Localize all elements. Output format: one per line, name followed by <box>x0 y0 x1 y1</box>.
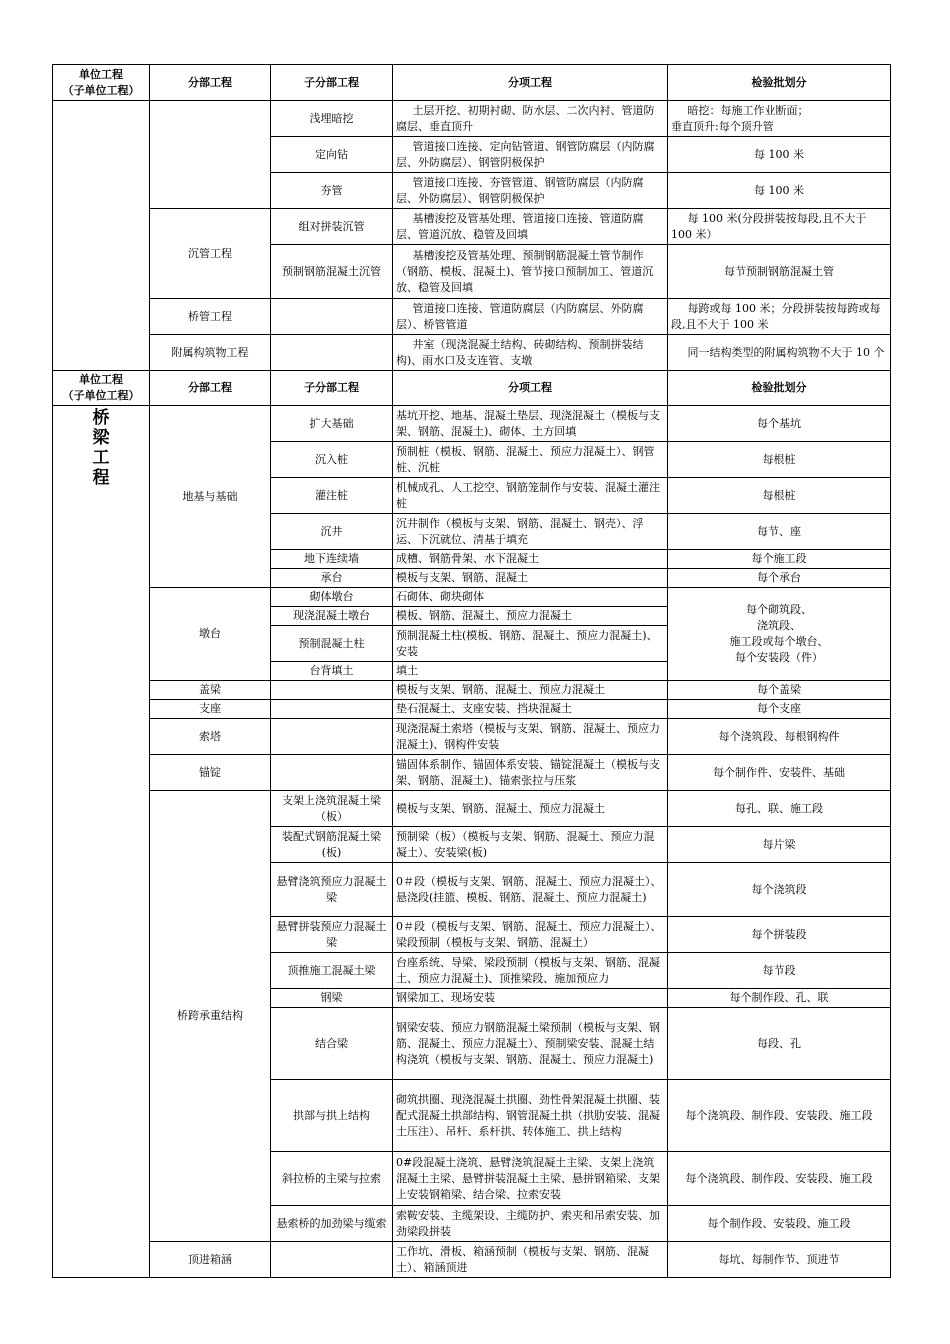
division-cell: 锚锭 <box>150 755 271 791</box>
division-cell: 索塔 <box>150 719 271 755</box>
unit-name-cell <box>53 406 150 1278</box>
table-row <box>53 299 891 335</box>
item-cell: 0＃段（模板与支架、钢筋、混凝土、预应力混凝土）、梁段预制（模板与支架、钢筋、混凝土） <box>393 917 668 953</box>
subdivision-cell: 预制钢筋混凝土沉管 <box>271 245 393 299</box>
item-cell: 模板与支架、钢筋、混凝土、预应力混凝土 <box>393 791 668 827</box>
item-cell: 沉井制作（模板与支架、钢筋、混凝土、钢壳）、浮运、下沉就位、清基于填充 <box>393 514 668 550</box>
batch-cell: 每个施工段 <box>668 550 891 569</box>
subdivision-cell: 悬臂拼装预应力混凝土梁 <box>271 917 393 953</box>
item-cell: 模板与支架、钢筋、混凝土、预应力混凝土 <box>393 681 668 700</box>
header-batch: 检验批划分 <box>668 65 891 101</box>
item-cell: 预制梁（板）（模板与支架、钢筋、混凝土、预应力混凝土）、安装梁(板) <box>393 827 668 863</box>
header-row <box>53 65 891 101</box>
item-cell: 基槽浚挖及管基处理、管道接口连接、管道防腐层、管道沉放、稳管及回填 <box>393 209 668 245</box>
subdivision-cell: 浅埋暗挖 <box>271 101 393 137</box>
subdivision-cell: 承台 <box>271 569 393 588</box>
batch-cell: 每根桩 <box>668 442 891 478</box>
subdivision-cell: 砌体墩台 <box>271 588 393 607</box>
batch-cell: 每片梁 <box>668 827 891 863</box>
unit-name: 桥梁工程 <box>92 408 110 488</box>
batch-cell: 每个制作件、安装件、基础 <box>668 755 891 791</box>
subdivision-cell: 钢梁 <box>271 989 393 1008</box>
division-cell: 沉管工程 <box>150 209 271 299</box>
division-cell: 附属构筑物工程 <box>150 335 271 371</box>
subdivision-cell: 现浇混凝土墩台 <box>271 607 393 626</box>
item-cell: 钢梁加工、现场安装 <box>393 989 668 1008</box>
header-row <box>53 371 891 406</box>
header-unit: 单位工程 （子单位工程） <box>53 371 150 406</box>
subdivision-cell <box>271 700 393 719</box>
subdivision-cell: 结合梁 <box>271 1008 393 1080</box>
item-cell: 台座系统、导梁、梁段预制（模板与支架、钢筋、混凝土、预应力混凝土)、顶推梁段、施加预应力 <box>393 953 668 989</box>
header-item: 分项工程 <box>393 65 668 101</box>
subdivision-cell: 沉入桩 <box>271 442 393 478</box>
item-cell: 锚固体系制作、锚固体系安装、锚锭混凝土（模板与支架、钢筋、混凝土)、锚索张拉与压浆 <box>393 755 668 791</box>
table-row <box>53 700 891 719</box>
subdivision-cell: 台背填土 <box>271 662 393 681</box>
header-subdivision: 子分部工程 <box>271 371 393 406</box>
item-cell: 成槽、钢筋骨架、水下混凝土 <box>393 550 668 569</box>
subdivision-cell <box>271 719 393 755</box>
item-cell: 模板、钢筋、混凝土、预应力混凝土 <box>393 607 668 626</box>
item-cell: 基槽浚挖及管基处理、预制钢筋混凝土管节制作（钢筋、模板、混凝土)、管节接口预制加工、管道沉放、稳管及回填 <box>393 245 668 299</box>
batch-cell: 每个浇筑段、每根钢构件 <box>668 719 891 755</box>
division-cell: 支座 <box>150 700 271 719</box>
division-cell: 桥管工程 <box>150 299 271 335</box>
item-cell: 预制桩（模板、钢筋、混凝土、预应力混凝土）、钢管桩、沉桩 <box>393 442 668 478</box>
header-item: 分项工程 <box>393 371 668 406</box>
item-cell: 钢梁安装、预应力钢筋混凝土梁预制（模板与支架、钢筋、混凝土、预应力混凝土）、预制梁安装、混凝土结构浇筑（模板与支架、钢筋、混凝土、预应力混凝土) <box>393 1008 668 1080</box>
item-cell: 模板与支架、钢筋、混凝土 <box>393 569 668 588</box>
table-row <box>53 755 891 791</box>
subdivision-cell: 地下连续墙 <box>271 550 393 569</box>
batch-cell: 每 100 米 <box>668 137 891 173</box>
header-division: 分部工程 <box>150 65 271 101</box>
header-batch: 检验批划分 <box>668 371 891 406</box>
batch-cell: 每个砌筑段、 浇筑段、 施工段或每个墩台、 每个安装段（件） <box>668 588 891 681</box>
item-cell: 填土 <box>393 662 668 681</box>
unit-cell <box>53 101 150 371</box>
item-cell: 预制混凝土柱(模板、钢筋、混凝土、预应力混凝土)、安装 <box>393 626 668 662</box>
table-body <box>53 65 891 1278</box>
subdivision-cell: 灌注桩 <box>271 478 393 514</box>
item-cell: 机械成孔、人工挖空、钢筋笼制作与安装、混凝土灌注桩 <box>393 478 668 514</box>
inspection-table-sheet <box>52 64 891 1278</box>
division-cell: 地基与基础 <box>150 406 271 588</box>
batch-cell: 每个承台 <box>668 569 891 588</box>
batch-cell: 每节段 <box>668 953 891 989</box>
batch-cell: 每个盖梁 <box>668 681 891 700</box>
division-cell <box>150 101 271 209</box>
inspection-batch-table <box>52 64 891 1278</box>
item-cell: 石砌体、砌块砌体 <box>393 588 668 607</box>
subdivision-cell <box>271 681 393 700</box>
division-cell: 墩台 <box>150 588 271 681</box>
division-cell: 顶进箱涵 <box>150 1242 271 1278</box>
item-cell: 工作坑、滑板、箱涵预制（模板与支架、钢筋、混凝土）、箱涵顶进 <box>393 1242 668 1278</box>
batch-cell: 每个拼装段 <box>668 917 891 953</box>
item-cell: 垫石混凝土、支座安装、挡块混凝土 <box>393 700 668 719</box>
item-cell: 砌筑拱圈、现浇混凝土拱圈、劲性骨架混凝土拱圈、装配式混凝土拱部结构、钢管混凝土拱（拱肋安装、混凝土压注）、吊杆、系杆拱、转体施工、拱上结构 <box>393 1080 668 1152</box>
division-cell: 桥跨承重结构 <box>150 791 271 1242</box>
subdivision-cell: 悬臂浇筑预应力混凝土梁 <box>271 863 393 917</box>
batch-cell: 每节预制钢筋混凝土管 <box>668 245 891 299</box>
subdivision-cell: 夯管 <box>271 173 393 209</box>
subdivision-cell: 扩大基础 <box>271 406 393 442</box>
table-row <box>53 101 891 137</box>
batch-cell: 暗挖：每施工作业断面； 垂直顶升:每个顶升管 <box>668 101 891 137</box>
item-cell: 管道接口连接、夯管管道、钢管防腐层（内防腐层、外防腐层）、钢管阴极保护 <box>393 173 668 209</box>
batch-cell: 每个基坑 <box>668 406 891 442</box>
batch-cell: 每个制作段、孔、联 <box>668 989 891 1008</box>
item-cell: 索鞍安装、主缆架设、主缆防护、索夹和吊索安装、加劲梁段拼装 <box>393 1206 668 1242</box>
table-row <box>53 719 891 755</box>
item-cell: 0#段混凝土浇筑、悬臂浇筑混凝土主梁、支架上浇筑混凝土主梁、悬臂拼装混凝土主梁、悬拼钢箱梁、支架上安装钢箱梁、结合梁、拉索安装 <box>393 1152 668 1206</box>
item-cell: 井室（现浇混凝土结构、砖砌结构、预制拼装结构)、雨水口及支连管、支墩 <box>393 335 668 371</box>
subdivision-cell: 斜拉桥的主梁与拉索 <box>271 1152 393 1206</box>
table-row <box>53 335 891 371</box>
subdivision-cell: 悬索桥的加劲梁与缆索 <box>271 1206 393 1242</box>
batch-cell: 每跨或每 100 米；分段拼装按每跨或每段,且不大于 100 米 <box>668 299 891 335</box>
table-row <box>53 588 891 607</box>
batch-cell: 每坑、每制作节、顶进节 <box>668 1242 891 1278</box>
batch-cell: 每根桩 <box>668 478 891 514</box>
item-cell: 0＃段（模板与支架、钢筋、混凝土、预应力混凝土）、悬浇段(挂篮、模板、钢筋、混凝土、预应力混凝土) <box>393 863 668 917</box>
table-row <box>53 791 891 827</box>
batch-cell: 每个制作段、安装段、施工段 <box>668 1206 891 1242</box>
item-cell: 土层开挖、初期衬砌、防水层、二次内衬、管道防腐层、垂直顶升 <box>393 101 668 137</box>
batch-cell: 每个浇筑段、制作段、安装段、施工段 <box>668 1152 891 1206</box>
header-unit: 单位工程 （子单位工程） <box>53 65 150 101</box>
batch-cell: 每孔、联、施工段 <box>668 791 891 827</box>
subdivision-cell: 顶推施工混凝土梁 <box>271 953 393 989</box>
table-row <box>53 406 891 442</box>
batch-cell: 每个支座 <box>668 700 891 719</box>
item-cell: 基坑开挖、地基、混凝土垫层、现浇混凝土（模板与支架、钢筋、混凝土)、砌体、土方回填 <box>393 406 668 442</box>
batch-cell: 每个浇筑段、制作段、安装段、施工段 <box>668 1080 891 1152</box>
subdivision-cell <box>271 299 393 335</box>
subdivision-cell: 定向钻 <box>271 137 393 173</box>
subdivision-cell <box>271 335 393 371</box>
subdivision-cell: 装配式钢筋混凝土梁(板) <box>271 827 393 863</box>
subdivision-cell: 预制混凝土柱 <box>271 626 393 662</box>
subdivision-cell: 沉井 <box>271 514 393 550</box>
header-subdivision: 子分部工程 <box>271 65 393 101</box>
subdivision-cell <box>271 755 393 791</box>
item-cell: 管道接口连接、定向钻管道、钢管防腐层（内防腐层、外防腐层）、钢管阴极保护 <box>393 137 668 173</box>
batch-cell: 每段、孔 <box>668 1008 891 1080</box>
subdivision-cell <box>271 1242 393 1278</box>
subdivision-cell: 组对拼装沉管 <box>271 209 393 245</box>
table-row <box>53 209 891 245</box>
batch-cell: 同一结构类型的附属构筑物不大于 10 个 <box>668 335 891 371</box>
batch-cell: 每节、座 <box>668 514 891 550</box>
batch-cell: 每个浇筑段 <box>668 863 891 917</box>
batch-cell: 每 100 米(分段拼装按每段,且不大于 100 米） <box>668 209 891 245</box>
subdivision-cell: 支架上浇筑混凝土梁（板） <box>271 791 393 827</box>
table-row <box>53 1242 891 1278</box>
item-cell: 现浇混凝土索塔（模板与支架、钢筋、混凝土、预应力混凝土)、钢构件安装 <box>393 719 668 755</box>
header-division: 分部工程 <box>150 371 271 406</box>
subdivision-cell: 拱部与拱上结构 <box>271 1080 393 1152</box>
table-row <box>53 681 891 700</box>
division-cell: 盖梁 <box>150 681 271 700</box>
batch-cell: 每 100 米 <box>668 173 891 209</box>
item-cell: 管道接口连接、管道防腐层（内防腐层、外防腐层）、桥管管道 <box>393 299 668 335</box>
